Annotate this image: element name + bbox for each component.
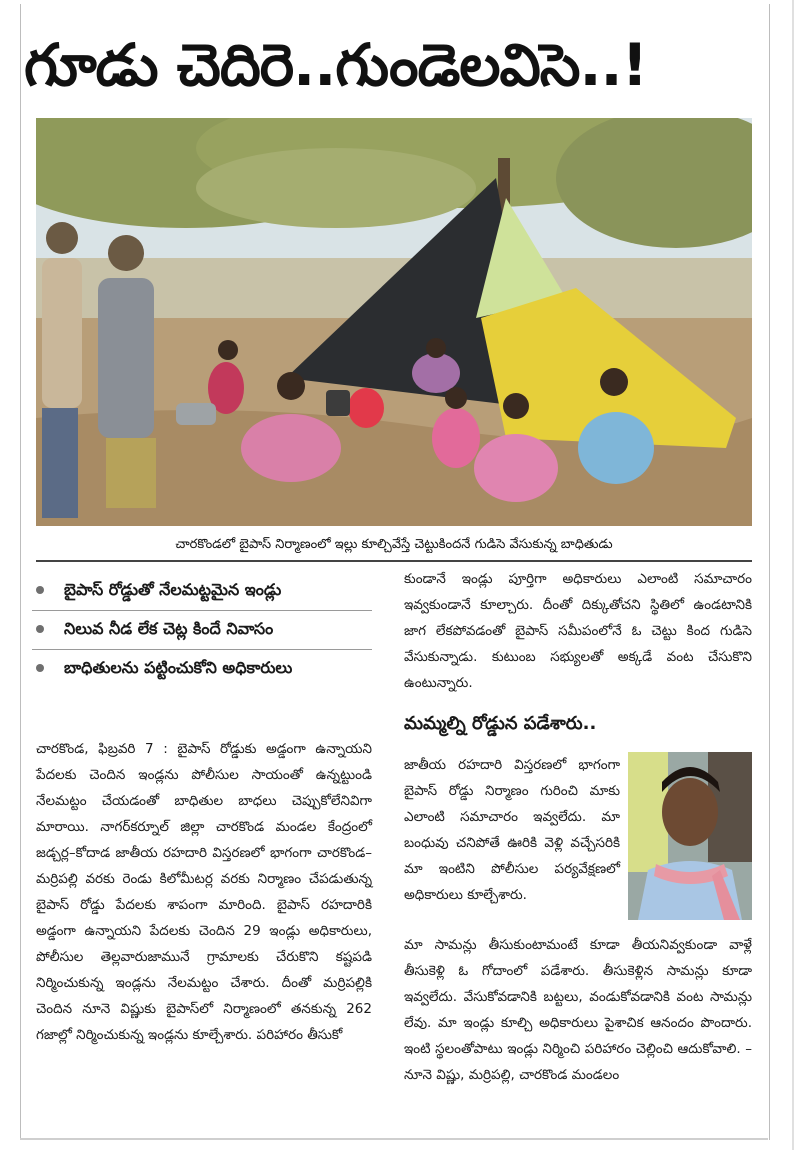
highlights-list [32, 572, 372, 688]
portrait-photo [628, 752, 752, 920]
highlight-text: బైపాస్ రోడ్డుతో నేలమట్టమైన ఇండ్లు [64, 580, 282, 599]
highlight-item [32, 611, 372, 650]
bullet-icon [36, 664, 44, 672]
quote-subhead: మమ్మల్ని రోడ్డున పడేశారు.. [404, 713, 597, 734]
bullet-icon [36, 586, 44, 594]
highlight-item [32, 650, 372, 688]
quote-text-part1: జాతీయ రహదారి విస్తరణలో భాగంగా బైపాస్ రోడ్డు నిర్మాణం గురించి మాకు ఎలాంటి సమాచారం ఇవ్వలేదు. మా బంధువు చనిపోతే ఊరికి వెళ్లి వచ్చేసరికి మా ఇంటిని పోలీసుల పర్యవేక్షణలో అధికారులు కూల్చేశారు. [404, 757, 620, 903]
photo-caption: చారకొండలో బైపాస్ నిర్మాణంలో ఇల్లు కూల్చివేస్తే చెట్టుకిందనే గుడిసె వేసుకున్న బాధితుడు [36, 530, 752, 562]
bullet-icon [36, 625, 44, 633]
photo-tent-family-icon [36, 118, 752, 526]
highlight-item [32, 572, 372, 611]
article-right-column: కుండానే ఇండ్లు పూర్తిగా అధికారులు ఎలాంటి సమాచారం ఇవ్వకుండానే కూల్చారు. దీంతో దిక్కుతోచని స్థితిలో ఉండటానికి జాగ లేకపోవడంతో బైపాస్ సమీపంలోనే ఓ చెట్టు కింద గుడిసె వేసుకున్నాడు. కుటుంబ సభ్యులతో అక్కడే వంట చేసుకొని ఉంటున్నారు. [404, 571, 752, 691]
quote-text-part2: మా సామన్లు తీసుకుంటామంటే కూడా తీయనివ్వకుండా వాళ్లే తీసుకెళ్లి ఓ గోదాంలో పడేశారు. తీసుకెళ్లిన సామన్లు కూడా ఇవ్వలేదు. వేసుకోవడానికి బట్టలు, వండుకోవడానికి వంట సామన్లు లేవు. మా ఇండ్లు కూల్చి అధికారులు పైశాచిక ఆనందం పొందారు. ఇంటి స్థలంతోపాటు ఇండ్లు నిర్మించి పరిహారం చెల్లించి ఆదుకోవాలి. – నూనె విష్ణు, మర్రిపల్లి, చారకొండ మండలం [404, 937, 752, 1083]
headline: గూడు చెదిరె..గుండెలవిసె..! [24, 31, 648, 99]
article-left-column: చారకొండ, ఫిబ్రవరి 7 : బైపాస్ రోడ్డుకు అడ్డంగా ఉన్నాయని పేదలకు చెందిన ఇండ్లను పోలీసుల సాయంతో ఉన్నట్టుండి నేలమట్టం చేయడంతో బాధితుల బాధలు చెప్పుకోలేనివిగా మారాయి. నాగర్‌కర్నూల్ జిల్లా చారకొండ మండల కేంద్రంలో జడ్చర్ల–కోదాడ జాతీయ రహదారి విస్తరణలో భాగంగా చారకొండ–మర్రిపల్లి వరకు రెండు కిలోమీటర్ల వరకు నిర్మాణం చేపడుతున్న బైపాస్ రోడ్డు పేదలకు శాపంగా మారింది. బైపాస్ రహదారికి అడ్డంగా ఉన్నాయని పేదలకు చెందిన 29 ఇండ్లు అధికారులు, పోలీసుల తెల్లవారుజామునే గ్రామాలకు చేరుకొని కష్టపడి నిర్మించుకున్న ఇండ్లను నేలమట్టం చేశారు. దీంతో మర్రిపల్లికి చెందిన నూనె విష్ణుకు బైపాస్‌లో నిర్మాణంలో తనకున్న 262 గజాల్లో నిర్మించుకున్న ఇండ్లను కూల్చేశారు. పరిహారం తీసుకో [36, 741, 372, 1043]
news-photo [36, 118, 752, 526]
highlight-text: బాధితులను పట్టించుకోని అధికారులు [64, 658, 293, 677]
scan-edge [792, 0, 794, 1150]
page-frame-bottom [20, 1138, 768, 1140]
person-portrait-icon [628, 752, 752, 920]
highlight-text: నిలువ నీడ లేక చెట్ల కిందే నివాసం [64, 619, 274, 638]
